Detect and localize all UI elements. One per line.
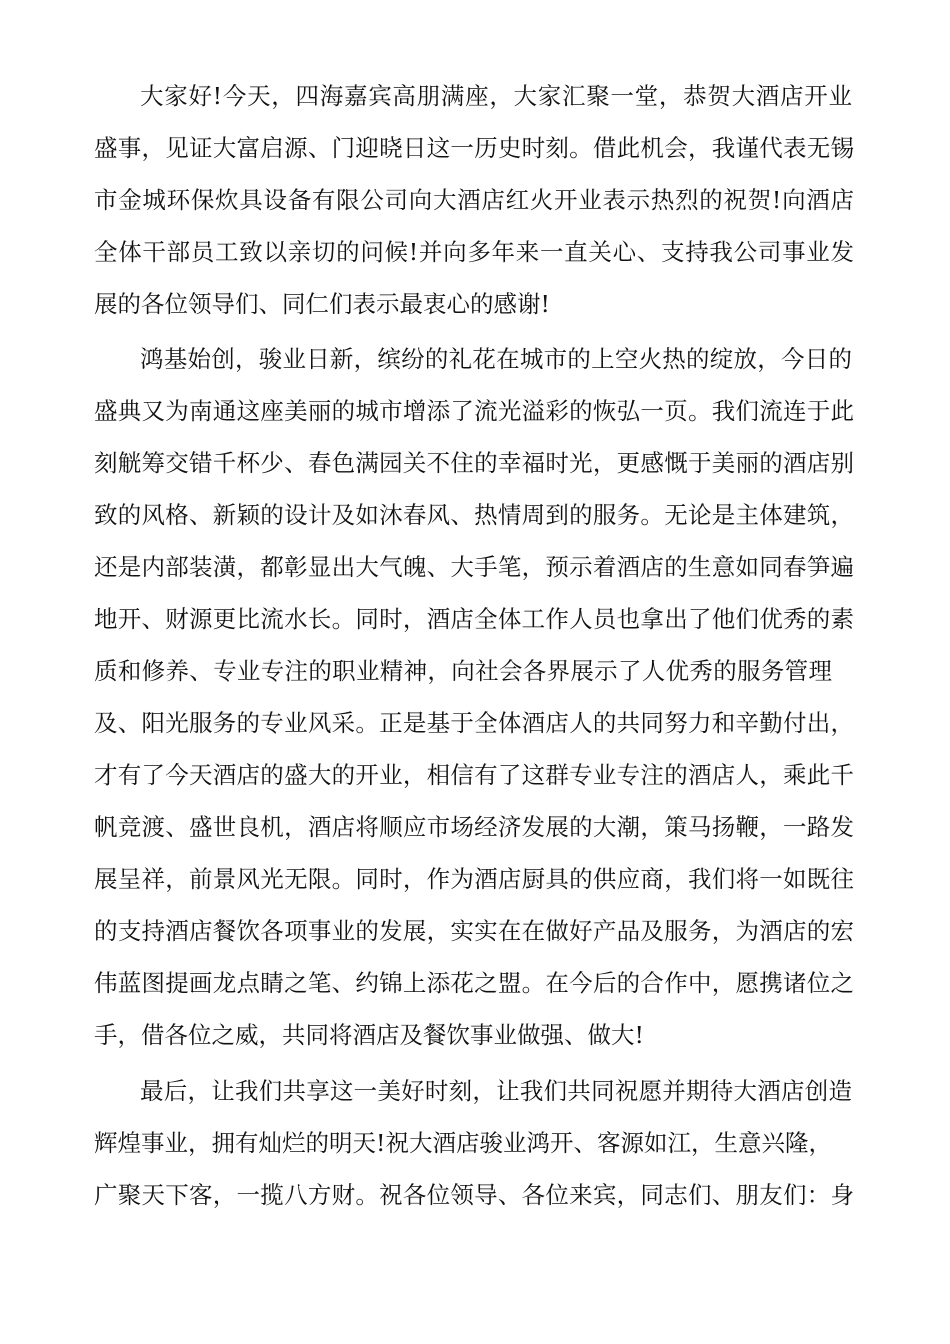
paragraph-1-line-1: 大家好!今天，四海嘉宾高朋满座，大家汇聚一堂，恭贺大酒店开业 [140,82,852,110]
paragraph-2-line-2: 盛典又为南通这座美丽的城市增添了流光溢彩的恢弘一页。我们流连于此 [94,397,854,425]
paragraph-3-line-1: 最后，让我们共享这一美好时刻，让我们共同祝愿并期待大酒店创造 [140,1077,852,1105]
paragraph-2-line-1: 鸿基始创，骏业日新，缤纷的礼花在城市的上空火热的绽放，今日的 [140,345,852,373]
paragraph-2-line-4: 致的风格、新颖的设计及如沐春风、热情周到的服务。无论是主体建筑， [94,501,854,529]
paragraph-2-line-6: 地开、财源更比流水长。同时，酒店全体工作人员也拿出了他们优秀的素 [94,605,854,633]
paragraph-2-line-7: 质和修养、专业专注的职业精神，向社会各界展示了人优秀的服务管理 [94,657,832,685]
paragraph-1-line-4: 全体干部员工致以亲切的问候!并向多年来一直关心、支持我公司事业发 [94,238,854,266]
paragraph-2-line-12: 的支持酒店餐饮各项事业的发展，实实在在做好产品及服务，为酒店的宏 [94,917,854,945]
paragraph-1-line-5: 展的各位领导们、同仁们表示最衷心的感谢! [94,290,550,318]
paragraph-3-line-2: 辉煌事业，拥有灿烂的明天!祝大酒店骏业鸿开、客源如江，生意兴隆， [94,1129,832,1157]
paragraph-2-line-9: 才有了今天酒店的盛大的开业，相信有了这群专业专注的酒店人，乘此千 [94,761,854,789]
paragraph-2-line-13: 伟蓝图提画龙点睛之笔、约锦上添花之盟。在今后的合作中，愿携诸位之 [94,969,854,997]
paragraph-2-line-5: 还是内部装潢，都彰显出大气魄、大手笔，预示着酒店的生意如同春笋遍 [94,553,854,581]
paragraph-3-line-3: 广聚天下客，一揽八方财。祝各位领导、各位来宾，同志们、朋友们：身 [94,1181,854,1209]
paragraph-2-line-11: 展呈祥，前景风光无限。同时，作为酒店厨具的供应商，我们将一如既往 [94,865,854,893]
paragraph-2-line-3: 刻觥筹交错千杯少、春色满园关不住的幸福时光，更感慨于美丽的酒店别 [94,449,854,477]
paragraph-1-line-2: 盛事，见证大富启源、门迎晓日这一历史时刻。借此机会，我谨代表无锡 [94,134,854,162]
paragraph-1-line-3: 市金城环保炊具设备有限公司向大酒店红火开业表示热烈的祝贺!向酒店 [94,186,854,214]
paragraph-2-line-10: 帆竞渡、盛世良机，酒店将顺应市场经济发展的大潮，策马扬鞭，一路发 [94,813,854,841]
paragraph-2-line-8: 及、阳光服务的专业风采。正是基于全体酒店人的共同努力和辛勤付出， [94,709,854,737]
paragraph-2-line-14: 手，借各位之威，共同将酒店及餐饮事业做强、做大! [94,1021,644,1049]
